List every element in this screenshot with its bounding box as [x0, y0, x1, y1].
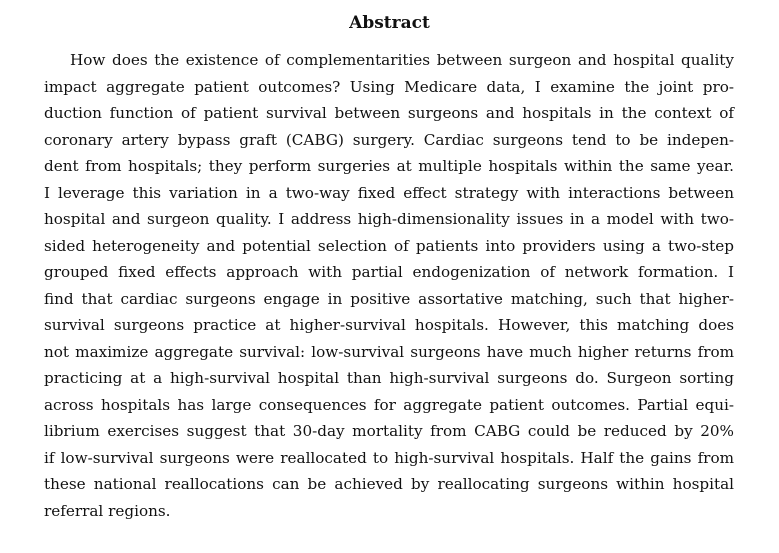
abstract-line: impact aggregate patient outcomes? Using Medicare data, I examine the joint pro-: [44, 77, 734, 96]
abstract-line: hospital and surgeon quality. I address high-dimensionality issues in a model with two-: [44, 210, 734, 228]
abstract-line: duction function of patient survival between surgeons and hospitals in the context of: [44, 104, 734, 122]
abstract-line: not maximize aggregate survival: low-survival surgeons have much higher returns from: [44, 342, 734, 361]
abstract-line: grouped fixed effects approach with partial endogenization of network formation. I: [44, 263, 734, 281]
abstract-line: coronary artery bypass graft (CABG) surgery. Cardiac surgeons tend to be indepen-: [44, 130, 734, 149]
abstract-line: practicing at a high-survival hospital than high-survival surgeons do. Surgeon sorting: [44, 369, 734, 387]
abstract-line: referral regions.: [44, 501, 171, 520]
abstract-line: find that cardiac surgeons engage in positive assortative matching, such that higher-: [44, 289, 734, 308]
abstract-line: survival surgeons practice at higher-survival hospitals. However, this matching does: [44, 316, 734, 334]
abstract-line: librium exercises suggest that 30-day mortality from CABG could be reduced by 20%: [44, 422, 734, 440]
abstract-line: these national reallocations can be achieved by reallocating surgeons within hospital: [44, 475, 734, 493]
abstract-body: [44, 47, 734, 524]
abstract-line: How does the existence of complementarities between surgeon and hospital quality: [70, 51, 734, 69]
abstract-line: across hospitals has large consequences for aggregate patient outcomes. Partial equi-: [44, 395, 734, 414]
abstract-heading: Abstract: [349, 13, 430, 33]
abstract-line: dent from hospitals; they perform surgeries at multiple hospitals within the same year.: [44, 157, 734, 175]
abstract-line: I leverage this variation in a two-way fixed effect strategy with interactions between: [44, 183, 734, 202]
abstract-line: if low-survival surgeons were reallocated to high-survival hospitals. Half the gains from: [44, 448, 734, 467]
abstract-line: sided heterogeneity and potential selection of patients into providers using a two-step: [44, 236, 734, 255]
